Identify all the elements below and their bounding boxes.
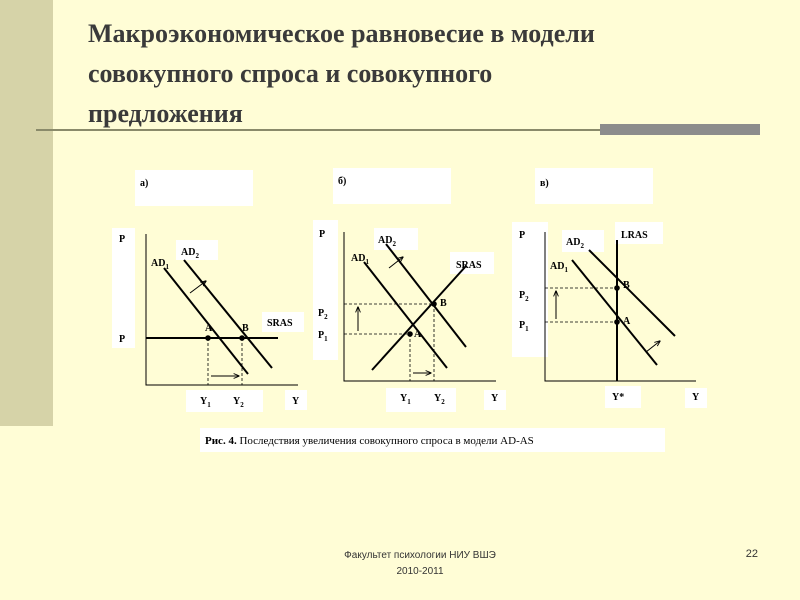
footer-line-1: Факультет психологии НИУ ВШЭ — [344, 550, 496, 561]
panel-a-point-a-label: A — [205, 323, 213, 334]
panel-c-label: в) — [540, 178, 549, 189]
panel-c-y-label: P — [519, 230, 526, 241]
panel-b-output-box — [386, 388, 456, 412]
panel-a-y-label: P — [119, 234, 126, 245]
panel-b-point-a — [407, 331, 413, 337]
title-line-3: предложения — [88, 99, 243, 128]
panel-c-p2-label: $P_2$ — [519, 290, 529, 303]
panel-c-point-a-label: A — [623, 316, 631, 327]
panel-a-label: а) — [140, 178, 149, 189]
panel-c-ystar-label: Y* — [612, 392, 625, 403]
panel-a-sras-label: SRAS — [267, 318, 293, 329]
panel-a-point-b — [239, 335, 245, 341]
panel-c-ad1-label: $AD_1$ — [550, 261, 568, 274]
panel-a-ad2-label: $AD_2$ — [181, 247, 199, 260]
panel-b-sras-curve — [372, 266, 466, 370]
panel-a-ad1-curve — [164, 268, 248, 374]
panel-a-y2-label: $Y_2$ — [233, 396, 244, 409]
panel-b-ad1-curve — [364, 262, 447, 368]
panel-b-y-label: P — [319, 229, 326, 240]
title-line-2: совокупного спроса и совокупного — [88, 59, 493, 88]
title-line-1: Макроэкономическое равновесие в модели — [88, 19, 595, 48]
panel-a-x-label: Y — [292, 396, 300, 407]
panel-b-y1-label: $Y_1$ — [400, 393, 411, 406]
panel-c-point-a — [614, 319, 620, 325]
panel-b-x-label: Y — [491, 393, 499, 404]
footer-line-2: 2010-2011 — [396, 566, 444, 577]
panel-b — [313, 168, 506, 412]
page-number: 22 — [745, 548, 758, 560]
panel-c-p1-label: $P_1$ — [519, 320, 529, 333]
panel-b-point-b-label: B — [440, 298, 447, 309]
panel-c-ad2-curve — [589, 250, 675, 336]
panel-a-y1-label: $Y_1$ — [200, 396, 211, 409]
panel-b-p1-label: $P_1$ — [318, 330, 328, 343]
figure-caption: Рис. 4. Последствия увеличения совокупного спроса в модели AD-AS — [205, 435, 534, 447]
panel-c-label-box — [535, 168, 653, 204]
panel-a-output-box — [186, 390, 263, 412]
panel-b-label: б) — [338, 176, 347, 187]
panel-c-x-label: Y — [692, 392, 700, 403]
panel-b-y2-label: $Y_2$ — [434, 393, 445, 406]
panel-b-p2-label: $P_2$ — [318, 308, 328, 321]
panel-c-lras-label: LRAS — [621, 230, 648, 241]
panel-a — [112, 170, 307, 412]
panel-a-label-box — [135, 170, 253, 206]
panel-a-price-level: P — [119, 334, 126, 345]
panel-c — [512, 168, 707, 408]
footer — [300, 548, 540, 580]
panel-c-shift-arrow — [646, 341, 660, 352]
panel-a-ad1-label: $AD_1$ — [151, 258, 169, 271]
panel-b-ad1-label: $AD_1$ — [351, 253, 369, 266]
panel-b-point-a-label: A — [414, 329, 422, 340]
panel-c-point-b-label: B — [623, 280, 630, 291]
panel-c-axes — [545, 232, 696, 381]
panel-b-sras-label: SRAS — [456, 260, 482, 271]
panel-a-axes — [146, 234, 298, 385]
panel-a-price-box — [112, 228, 135, 348]
panel-c-price-box — [512, 222, 548, 357]
panel-a-shift-arrow — [190, 281, 206, 293]
panel-c-point-b — [614, 285, 620, 291]
panel-a-point-b-label: B — [242, 323, 249, 334]
panel-b-ad2-label: $AD_2$ — [378, 235, 396, 248]
panel-a-point-a — [205, 335, 211, 341]
panel-b-label-box — [333, 168, 451, 204]
panel-c-ad2-label: $AD_2$ — [566, 237, 584, 250]
panel-a-ad2-curve — [184, 260, 272, 368]
panel-b-point-b — [431, 301, 437, 307]
